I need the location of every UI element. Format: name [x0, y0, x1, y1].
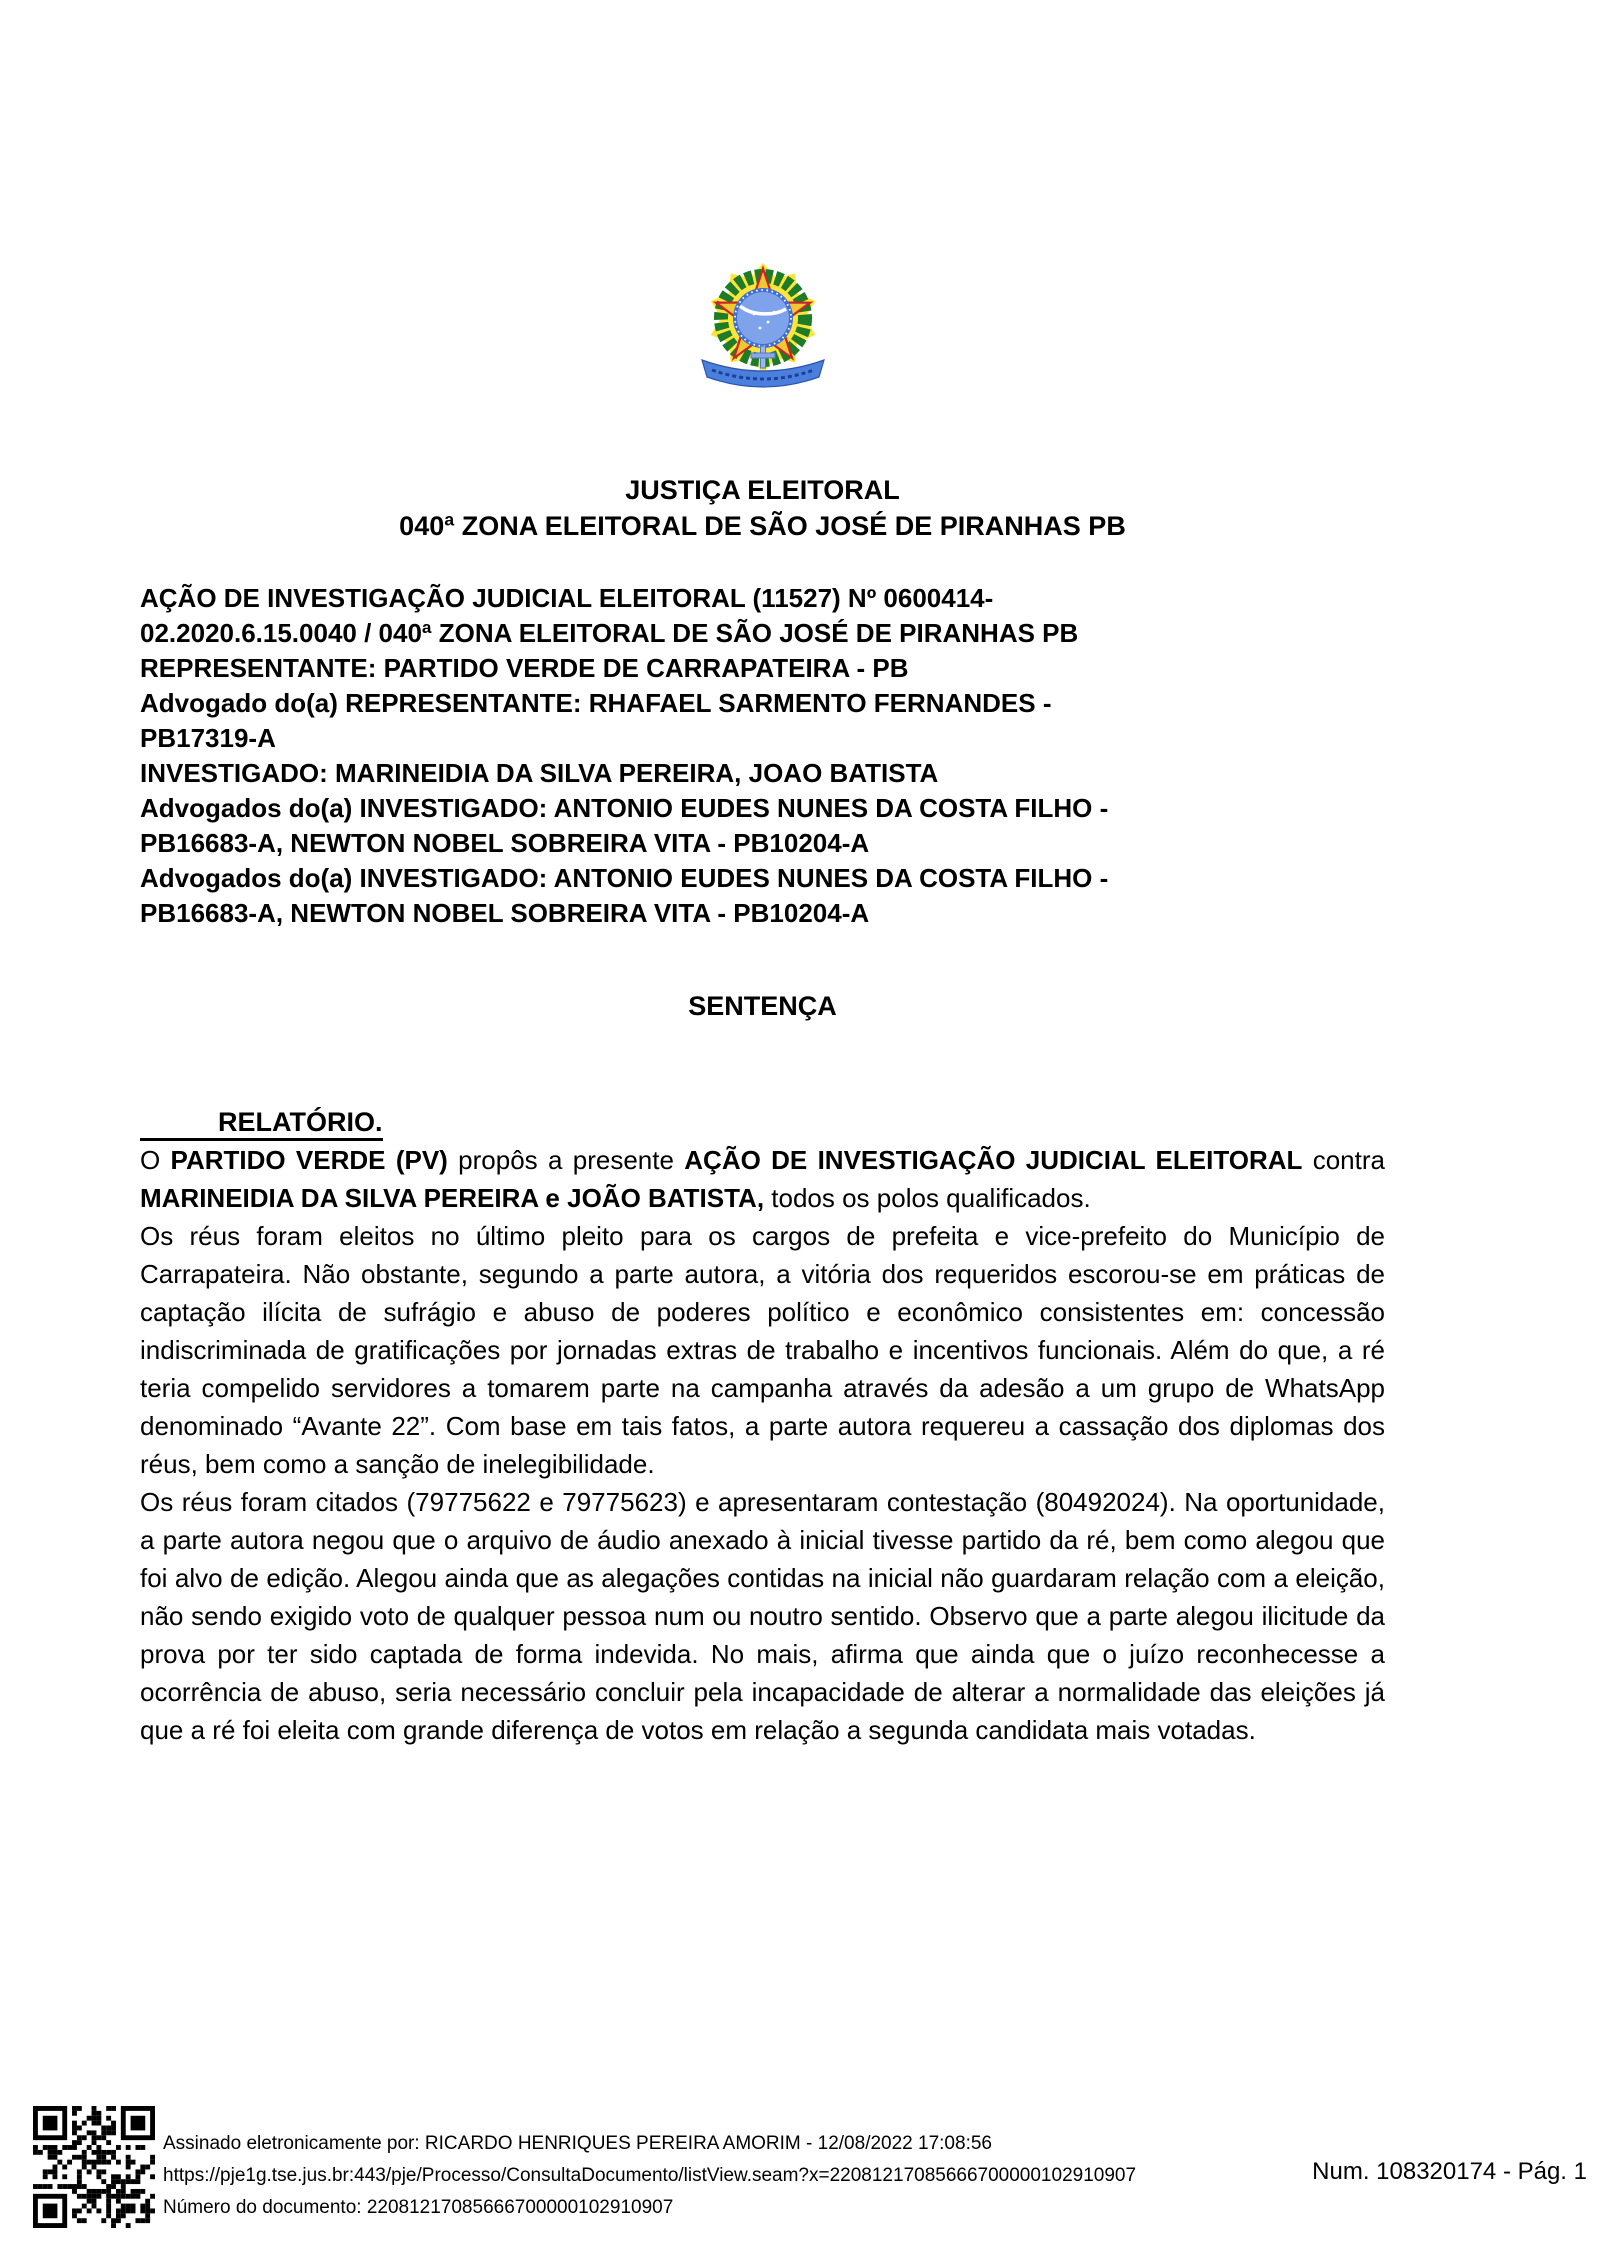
case-header-line: Advogado do(a) REPRESENTANTE: RHAFAEL SARMENTO FERNANDES -	[140, 688, 1052, 718]
paragraph-3: Os réus foram citados (79775622 e 79775623) e apresentaram contestação (80492024). Na oportunidade, a parte autora negou que o arquivo de áudio anexado à inicial tivesse partido da ré, bem como alegou que foi alvo de edição. Alegou ainda que as alegações contidas na inicial não guardaram relação com a eleição, não sendo exigido voto de qualquer pessoa num ou noutro sentido. Observo que a parte alegou ilicitude da prova por ter sido captada de forma indevida. No mais, afirma que ainda que o juízo reconhecesse a ocorrência de abuso, seria necessário concluir pela incapacidade de alterar a normalidade das eleições já que a ré foi eleita com grande diferença de votos em relação a segunda candidata mais votadas.	[140, 1487, 1385, 1745]
court-title-line1: JUSTIÇA ELEITORAL	[625, 475, 900, 505]
verification-url: https://pje1g.tse.jus.br:443/pje/Processo/ConsultaDocumento/listView.seam?x=22081217085666700000102910907	[163, 2165, 1137, 2186]
sentence-heading: SENTENÇA	[688, 991, 837, 1021]
page-number-stamp: Num. 108320174 - Pág. 1	[1312, 2158, 1587, 2185]
brazil-coat-of-arms-icon	[688, 248, 838, 403]
court-title-line2: 040ª ZONA ELEITORAL DE SÃO JOSÉ DE PIRANHAS PB	[399, 511, 1126, 541]
case-header-line: 02.2020.6.15.0040 / 040ª ZONA ELEITORAL DE SÃO JOSÉ DE PIRANHAS PB	[140, 618, 1079, 648]
case-header-line: PB16683-A, NEWTON NOBEL SOBREIRA VITA - PB10204-A	[140, 828, 870, 858]
case-header-line: REPRESENTANTE: PARTIDO VERDE DE CARRAPATEIRA - PB	[140, 653, 909, 683]
paragraph-1: O PARTIDO VERDE (PV) propôs a presente AÇÃO DE INVESTIGAÇÃO JUDICIAL ELEITORAL contra MARINEIDIA DA SILVA PEREIRA e JOÃO BATISTA, todos os polos qualificados.	[140, 1145, 1385, 1213]
court-title	[140, 472, 1385, 544]
case-header-line: Advogados do(a) INVESTIGADO: ANTONIO EUDES NUNES DA COSTA FILHO -	[140, 793, 1109, 823]
report-section-heading	[140, 1104, 1385, 1141]
paragraph-2: Os réus foram eleitos no último pleito para os cargos de prefeita e vice-prefeito do Município de Carrapateira. Não obstante, segundo a parte autora, a vitória dos requeridos escorou-se em práticas de captação ilícita de sufrágio e abuso de poderes político e econômico consistentes em: concessão indiscriminada de gratificações por jornadas extras de trabalho e incentivos funcionais. Além do que, a ré teria compelido servidores a tomarem parte na campanha através da adesão a um grupo de WhatsApp denominado “Avante 22”. Com base em tais fatos, a parte autora requereu a cassação dos diplomas dos réus, bem como a sanção de inelegibilidade.	[140, 1221, 1385, 1479]
document-number-line: Número do documento: 22081217085666700000102910907	[163, 2197, 674, 2218]
report-section-heading-text: RELATÓRIO.	[140, 1107, 383, 1141]
case-header-line: INVESTIGADO: MARINEIDIA DA SILVA PEREIRA, JOAO BATISTA	[140, 758, 939, 788]
signed-by-line: Assinado eletronicamente por: RICARDO HENRIQUES PEREIRA AMORIM - 12/08/2022 17:08:56	[163, 2133, 992, 2154]
emblem-container	[140, 248, 1385, 408]
qr-code	[32, 2106, 156, 2228]
case-header-line: PB17319-A	[140, 723, 276, 753]
case-header-line: AÇÃO DE INVESTIGAÇÃO JUDICIAL ELEITORAL (11527) Nº 0600414-	[140, 583, 994, 613]
case-header-line: PB16683-A, NEWTON NOBEL SOBREIRA VITA - PB10204-A	[140, 898, 870, 928]
signature-block	[163, 2128, 1136, 2224]
case-header-line: Advogados do(a) INVESTIGADO: ANTONIO EUDES NUNES DA COSTA FILHO -	[140, 863, 1109, 893]
case-header	[140, 581, 1385, 931]
